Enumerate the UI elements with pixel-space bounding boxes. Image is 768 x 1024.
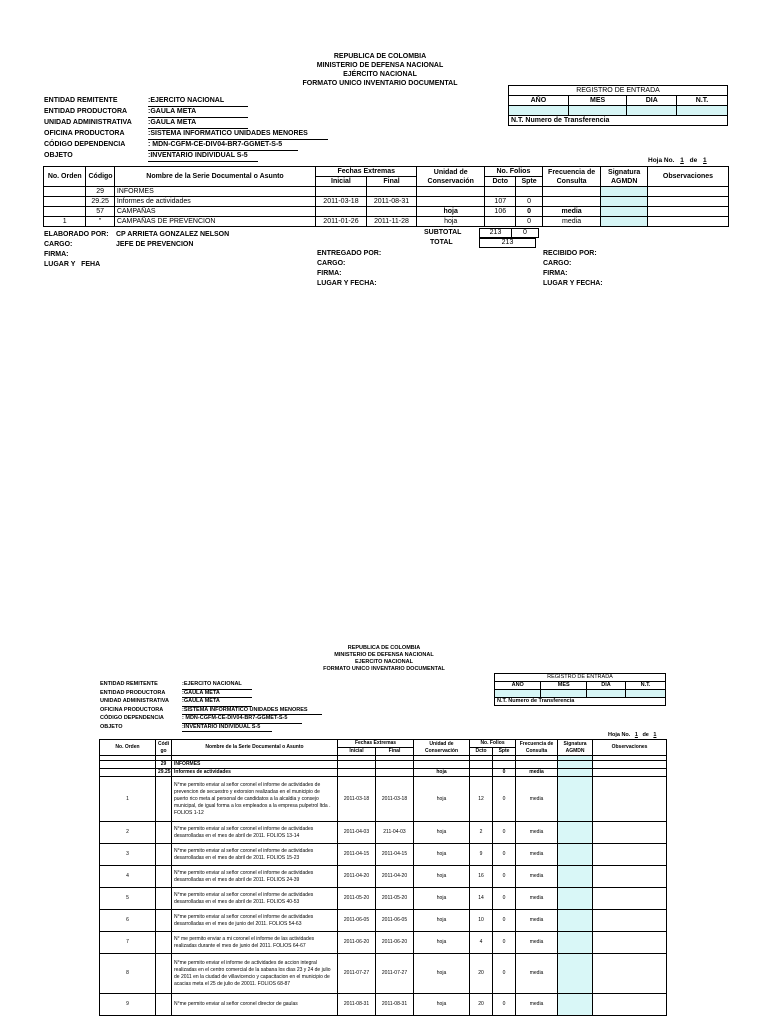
col-nombre: Nombre de la Serie Documental o Asunto xyxy=(172,740,338,756)
cell-inicial: 2011-01-26 xyxy=(316,217,367,227)
inventory-table xyxy=(43,166,729,227)
col-observaciones: Observaciones xyxy=(647,167,728,187)
cell-final xyxy=(366,207,417,217)
cell-frecuencia xyxy=(542,197,601,207)
registro-col: MES xyxy=(568,96,627,106)
col-inicial: Inicial xyxy=(338,748,376,756)
registro-col: MES xyxy=(541,682,587,690)
cell-dcto: 20 xyxy=(470,994,493,1016)
cell-orden: 9 xyxy=(100,994,156,1016)
cell-frecuencia xyxy=(542,187,601,197)
cell-final: 2011-03-18 xyxy=(376,777,414,822)
cell-nombre: N°me permito enviar al señor coronel el informe de actividades desarrolladas en el mes de abril de 2011. FOLIOS 24-39 xyxy=(172,866,338,888)
registro-cell[interactable] xyxy=(627,106,677,116)
field-label: OFICINA PRODUCTORA xyxy=(100,706,164,713)
field-label: ENTIDAD REMITENTE xyxy=(100,681,158,687)
cell-unidad: hoja xyxy=(414,932,470,954)
firma-label: FIRMA: xyxy=(44,251,69,258)
lugar-label: LUGAR Y FEHA xyxy=(44,261,101,268)
cell-final: 2011-11-28 xyxy=(366,217,417,227)
cell-signatura[interactable] xyxy=(601,197,648,207)
cell-signatura[interactable] xyxy=(558,954,593,994)
col-frecuencia: Frecuencia de Consulta xyxy=(516,740,558,756)
cell-orden: 1 xyxy=(100,777,156,822)
cell-orden: 3 xyxy=(100,844,156,866)
cell-unidad xyxy=(414,761,470,769)
cell-signatura[interactable] xyxy=(558,994,593,1016)
cell-nombre: CAMPAÑAS DE PREVENCION xyxy=(114,217,315,227)
table-row xyxy=(44,187,729,197)
cell-final: 2011-08-31 xyxy=(366,197,417,207)
cell-dcto xyxy=(485,217,516,227)
nt-note: N.T. Numero de Transferencia xyxy=(495,698,666,706)
hoja-de: de xyxy=(642,732,649,738)
cell-observaciones[interactable] xyxy=(593,994,667,1016)
cell-frecuencia: media xyxy=(516,777,558,822)
cell-inicial: 2011-08-31 xyxy=(338,994,376,1016)
cell-orden xyxy=(44,197,86,207)
cell-orden: 8 xyxy=(100,954,156,994)
registro-entrada-table xyxy=(494,673,666,706)
cargo-label: CARGO: xyxy=(44,241,73,248)
registro-cell[interactable] xyxy=(587,690,626,698)
header-line: MINISTERIO DE DEFENSA NACIONAL xyxy=(334,652,434,658)
col-folios: No. Folios xyxy=(470,740,516,748)
field-label: OBJETO xyxy=(100,723,123,730)
registro-col: N.T. xyxy=(626,682,666,690)
cell-spte xyxy=(516,187,542,197)
cell-orden: 4 xyxy=(100,866,156,888)
cell-frecuencia: media xyxy=(542,217,601,227)
header-line: REPUBLICA DE COLOMBIA xyxy=(347,645,421,651)
cell-observaciones[interactable] xyxy=(593,932,667,954)
cell-unidad: hoja xyxy=(414,910,470,932)
registro-col: N.T. xyxy=(677,96,728,106)
cell-observaciones[interactable] xyxy=(647,197,728,207)
subtotal-table xyxy=(479,228,539,238)
subtotal-label: SUBTOTAL xyxy=(424,229,462,236)
cell-spte: 0 xyxy=(493,844,516,866)
field-label: OFICINA PRODUCTORA xyxy=(44,130,125,137)
cell-dcto: 20 xyxy=(470,954,493,994)
cell-dcto: 12 xyxy=(470,777,493,822)
cell-inicial: 2011-06-05 xyxy=(338,910,376,932)
cell-nombre: Informes de actividades xyxy=(114,197,315,207)
cell-inicial: 2011-04-15 xyxy=(338,844,376,866)
cell-unidad: hoja xyxy=(417,217,485,227)
cell-dcto: 2 xyxy=(470,822,493,844)
col-final: Final xyxy=(376,748,414,756)
hoja-total: 1 xyxy=(653,732,657,738)
table-row xyxy=(100,888,667,910)
recibido-line: LUGAR Y FECHA: xyxy=(543,280,603,287)
cell-dcto: 9 xyxy=(470,844,493,866)
col-frecuencia: Frecuencia de Consulta xyxy=(542,167,601,187)
col-inicial: Inicial xyxy=(316,177,367,187)
hoja-label: Hoja No. xyxy=(648,157,675,164)
cell-codigo: 29.25 xyxy=(86,197,114,207)
cell-signatura[interactable] xyxy=(601,207,648,217)
cell-final: 2011-07-27 xyxy=(376,954,414,994)
table-row xyxy=(100,954,667,994)
cell-frecuencia: media xyxy=(516,844,558,866)
cell-nombre: INFORMES xyxy=(172,761,338,769)
table-row xyxy=(100,910,667,932)
col-final: Final xyxy=(366,177,417,187)
field-label: CÓDIGO DEPENDENCIA xyxy=(44,141,126,148)
recibido-line: FIRMA: xyxy=(543,270,568,277)
col-codigo: Códi go xyxy=(156,740,172,756)
cell-nombre: N°me permito enviar al señor coronel el informe de actividades de prevencion de secuestro y extorsion realizadas en el municipio de puerto rico meta al personal de candidatos a la alcaldia y consejo municipal, de igual forma a los empleados a la empresa pulpetrol ltda . FOLIOS 1-12 xyxy=(172,777,338,822)
entregado-line: LUGAR Y FECHA: xyxy=(317,280,377,287)
cell-codigo: " xyxy=(86,217,114,227)
cell-signatura[interactable] xyxy=(558,769,593,777)
cell-codigo: 57 xyxy=(86,207,114,217)
cell-inicial: 2011-04-03 xyxy=(338,822,376,844)
cell-codigo: 29.25 xyxy=(156,769,172,777)
entity-fields xyxy=(44,96,328,162)
cell-unidad: hoja xyxy=(414,994,470,1016)
field-value: : MDN-CGFM-CE-DIV04-BR7-GGMET-S-5 xyxy=(182,715,302,724)
subtotal-spte: 0 xyxy=(512,229,539,238)
cell-unidad: hoja xyxy=(414,888,470,910)
table-row xyxy=(100,866,667,888)
registro-cell[interactable] xyxy=(626,690,666,698)
field-label: ENTIDAD PRODUCTORA xyxy=(44,108,128,115)
entregado-line: FIRMA: xyxy=(317,270,342,277)
cell-spte: 0 xyxy=(516,197,542,207)
cell-orden: 1 xyxy=(44,217,86,227)
cell-unidad: hoja xyxy=(414,844,470,866)
cell-nombre: N°me permito enviar el informe de actividades de accion integral realizadas en el centro comercial de la sabana los dias 23 y 24 de julio de 2011 en la ciudad de villavicencio y capacitacion en el municipio de acacias meta el 25 de julio de 20011. FOLIOS 68-87 xyxy=(172,954,338,994)
cell-unidad xyxy=(417,197,485,207)
cell-signatura[interactable] xyxy=(558,844,593,866)
group-row xyxy=(100,769,667,777)
hoja-number xyxy=(648,157,711,164)
cell-signatura[interactable] xyxy=(558,932,593,954)
elaborado-block xyxy=(44,230,229,270)
cell-nombre: N°me permito enviar al señor coronel el informe de actividades desarrolladas en el mes de abril de 2011. FOLIOS 13-14 xyxy=(172,822,338,844)
col-folios: No. Folios xyxy=(485,167,543,177)
field-value: : MDN-CGFM-CE-DIV04-BR7-GGMET-S-5 xyxy=(148,140,298,151)
cell-frecuencia: media xyxy=(516,994,558,1016)
cell-frecuencia: media xyxy=(516,888,558,910)
hoja-num: 1 xyxy=(634,732,638,738)
field-label: UNIDAD ADMINISTRATIVA xyxy=(100,698,169,704)
hoja-total: 1 xyxy=(703,157,707,164)
col-dcto: Dcto xyxy=(470,748,493,756)
cell-observaciones[interactable] xyxy=(593,844,667,866)
hoja-label: Hoja No. xyxy=(608,732,631,738)
cell-inicial xyxy=(316,207,367,217)
header-line: FORMATO UNICO INVENTARIO DOCUMENTAL xyxy=(302,80,458,87)
cell-nombre: INFORMES xyxy=(114,187,315,197)
registro-col: DIA xyxy=(587,682,626,690)
cell-orden: 6 xyxy=(100,910,156,932)
table-row xyxy=(44,207,729,217)
field-label: ENTIDAD REMITENTE xyxy=(44,97,118,104)
cell-orden xyxy=(44,187,86,197)
table-row xyxy=(100,932,667,954)
cell-unidad: hoja xyxy=(414,866,470,888)
cell-inicial: 2011-03-18 xyxy=(338,777,376,822)
cell-codigo: 29 xyxy=(86,187,114,197)
cell-dcto: 4 xyxy=(470,932,493,954)
cell-frecuencia xyxy=(516,761,558,769)
cell-nombre: N°me permito enviar al señor coronel el informe de actividades desarrolladas en el mes de abril de 2011. FOLIOS 40-53 xyxy=(172,888,338,910)
cell-inicial: 2011-07-27 xyxy=(338,954,376,994)
cell-final: 211-04-03 xyxy=(376,822,414,844)
registro-cell[interactable] xyxy=(509,106,569,116)
entregado-line: ENTREGADO POR: xyxy=(317,250,382,257)
total-value: 213 xyxy=(479,238,536,248)
cell-dcto: 10 xyxy=(470,910,493,932)
col-unidad: Unidad de Conservación xyxy=(417,167,485,187)
table-row xyxy=(44,217,729,227)
cell-spte: 0 xyxy=(493,777,516,822)
cell-signatura[interactable] xyxy=(558,866,593,888)
cell-spte xyxy=(493,761,516,769)
table-row xyxy=(100,777,667,822)
cell-spte: 0 xyxy=(493,932,516,954)
cell-inicial: 2011-05-20 xyxy=(338,888,376,910)
field-value: :GAULA META xyxy=(182,698,252,707)
col-observaciones: Observaciones xyxy=(593,740,667,756)
recibido-line: RECIBIDO POR: xyxy=(543,250,597,257)
cell-spte: 0 xyxy=(516,207,542,217)
cell-signatura[interactable] xyxy=(558,822,593,844)
field-label: CÓDIGO DEPENDENCIA xyxy=(100,715,164,721)
field-value: :INVENTARIO INDIVIDUAL S-5 xyxy=(182,724,272,733)
field-value: :SISTEMA INFORMATICO UNIDADES MENORES xyxy=(182,707,322,716)
inventory-table xyxy=(99,739,667,1016)
cell-spte: 0 xyxy=(516,217,542,227)
cell-unidad xyxy=(417,187,485,197)
cell-nombre: N°me permito enviar al señor coronel director de gaulas xyxy=(172,994,338,1016)
cell-final: 2011-06-05 xyxy=(376,910,414,932)
cell-final: 2011-04-15 xyxy=(376,844,414,866)
cell-observaciones[interactable] xyxy=(593,769,667,777)
table-row xyxy=(100,994,667,1016)
field-value: :GAULA META xyxy=(182,690,252,699)
cell-nombre: N°me permito enviar al señor coronel el informe de actividades desarrolladas en el mes de abril de 2011. FOLIOS 15-23 xyxy=(172,844,338,866)
elaborado-label: ELABORADO POR: xyxy=(44,231,109,238)
cell-codigo: 29 xyxy=(156,761,172,769)
registro-title: REGISTRO DE ENTRADA xyxy=(509,86,728,96)
cell-frecuencia: media xyxy=(516,954,558,994)
cell-dcto: 14 xyxy=(470,888,493,910)
cell-orden: 2 xyxy=(100,822,156,844)
cell-inicial xyxy=(316,187,367,197)
col-dcto: Dcto xyxy=(485,177,516,187)
field-value: :EJERCITO NACIONAL xyxy=(182,681,252,690)
col-signatura: Signatura AGMDN xyxy=(601,167,648,187)
cell-spte: 0 xyxy=(493,769,516,777)
entregado-line: CARGO: xyxy=(317,260,346,267)
cell-frecuencia: media xyxy=(516,822,558,844)
cell-nombre: Informes de actividades xyxy=(172,769,338,777)
cell-orden: 7 xyxy=(100,932,156,954)
field-value: :EJERCITO NACIONAL xyxy=(148,96,248,107)
hoja-number xyxy=(608,732,659,738)
cell-inicial: 2011-03-18 xyxy=(316,197,367,207)
cell-signatura[interactable] xyxy=(601,217,648,227)
col-unidad: Unidad de Conservación xyxy=(414,740,470,756)
cell-unidad: hoja xyxy=(414,822,470,844)
cell-observaciones[interactable] xyxy=(593,910,667,932)
header-line: EJÉRCITO NACIONAL xyxy=(343,71,417,78)
cell-observaciones[interactable] xyxy=(647,187,728,197)
cell-unidad: hoja xyxy=(414,769,470,777)
col-fechas: Fechas Extremas xyxy=(338,740,414,748)
registro-cell[interactable] xyxy=(568,106,627,116)
cell-observaciones[interactable] xyxy=(593,761,667,769)
registro-entrada-table xyxy=(508,85,728,126)
hoja-de: de xyxy=(689,157,698,164)
cell-signatura[interactable] xyxy=(558,777,593,822)
cell-observaciones[interactable] xyxy=(593,866,667,888)
cell-observaciones[interactable] xyxy=(647,207,728,217)
registro-col: AÑO xyxy=(495,682,541,690)
field-label: ENTIDAD PRODUCTORA xyxy=(100,689,166,696)
field-label: OBJETO xyxy=(44,152,73,159)
cell-spte: 0 xyxy=(493,994,516,1016)
col-signatura: Signatura AGMDN xyxy=(558,740,593,756)
field-value: :INVENTARIO INDIVIDUAL S-5 xyxy=(148,151,258,162)
cell-spte: 0 xyxy=(493,888,516,910)
cell-frecuencia: media xyxy=(516,910,558,932)
registro-cell[interactable] xyxy=(495,690,541,698)
cell-final: 2011-06-20 xyxy=(376,932,414,954)
table-row xyxy=(100,844,667,866)
cell-dcto: 106 xyxy=(485,207,516,217)
cell-nombre: N°me permito enviar al señor coronel el informe de actividades desarrolladas en el mes de junio del 2011. FOLIOS 54-63 xyxy=(172,910,338,932)
cell-frecuencia: media xyxy=(542,207,601,217)
nt-note: N.T. Numero de Transferencia xyxy=(509,116,728,126)
registro-col: DIA xyxy=(627,96,677,106)
cell-frecuencia: media xyxy=(516,866,558,888)
col-orden: No. Orden xyxy=(100,740,156,756)
cell-observaciones[interactable] xyxy=(593,954,667,994)
header-line: REPUBLICA DE COLOMBIA xyxy=(333,53,427,60)
group-row xyxy=(100,761,667,769)
cell-signatura[interactable] xyxy=(601,187,648,197)
cell-signatura[interactable] xyxy=(558,761,593,769)
cell-observaciones[interactable] xyxy=(593,822,667,844)
cell-observaciones[interactable] xyxy=(593,888,667,910)
cell-frecuencia: media xyxy=(516,932,558,954)
cell-signatura[interactable] xyxy=(558,888,593,910)
header-line: MINISTERIO DE DEFENSA NACIONAL xyxy=(316,62,444,69)
hoja-num: 1 xyxy=(680,157,684,164)
cell-observaciones[interactable] xyxy=(593,777,667,822)
entregado-block xyxy=(317,249,381,289)
recibido-line: CARGO: xyxy=(543,260,572,267)
registro-cell[interactable] xyxy=(541,690,587,698)
col-spte: Spte xyxy=(516,177,542,187)
col-spte: Spte xyxy=(493,748,516,756)
field-value: :SISTEMA INFORMATICO UNIDADES MENORES xyxy=(148,129,328,140)
document-header xyxy=(284,645,484,673)
registro-col: AÑO xyxy=(509,96,569,106)
cell-orden xyxy=(44,207,86,217)
field-value: :GAULA META xyxy=(148,118,248,129)
registro-cell[interactable] xyxy=(677,106,728,116)
recibido-block xyxy=(543,249,603,289)
cell-inicial: 2011-04-20 xyxy=(338,866,376,888)
cell-inicial: 2011-06-20 xyxy=(338,932,376,954)
cell-spte: 0 xyxy=(493,822,516,844)
cell-nombre: N° me permito enviar a mi coronel el informe de las actividades realizadas durante el mes de junio del 2011. FOLIOS 64-67 xyxy=(172,932,338,954)
cell-signatura[interactable] xyxy=(558,910,593,932)
col-codigo: Código xyxy=(86,167,114,187)
cell-unidad: hoja xyxy=(414,954,470,994)
total-label: TOTAL xyxy=(430,239,453,246)
field-label: UNIDAD ADMINISTRATIVA xyxy=(44,119,132,126)
table-row xyxy=(100,822,667,844)
cell-spte: 0 xyxy=(493,910,516,932)
cargo-value: JEFE DE PREVENCION xyxy=(116,241,194,248)
cell-nombre: CAMPAÑAS xyxy=(114,207,315,217)
registro-title: REGISTRO DE ENTRADA xyxy=(495,674,666,682)
table-row xyxy=(44,197,729,207)
cell-observaciones[interactable] xyxy=(647,217,728,227)
cell-final: 2011-08-31 xyxy=(376,994,414,1016)
cell-spte: 0 xyxy=(493,866,516,888)
cell-spte: 0 xyxy=(493,954,516,994)
cell-unidad: hoja xyxy=(414,777,470,822)
cell-final: 2011-05-20 xyxy=(376,888,414,910)
cell-final xyxy=(366,187,417,197)
col-orden: No. Orden xyxy=(44,167,86,187)
subtotal-dcto: 213 xyxy=(480,229,512,238)
cell-dcto: 107 xyxy=(485,197,516,207)
cell-frecuencia: media xyxy=(516,769,558,777)
cell-unidad: hoja xyxy=(417,207,485,217)
col-fechas: Fechas Extremas xyxy=(316,167,417,177)
cell-orden: 5 xyxy=(100,888,156,910)
document-header xyxy=(270,52,490,88)
field-value: :GAULA META xyxy=(148,107,248,118)
elaborado-value: CP ARRIETA GONZALEZ NELSON xyxy=(116,231,230,238)
cell-final: 2011-04-20 xyxy=(376,866,414,888)
header-line: FORMATO UNICO INVENTARIO DOCUMENTAL xyxy=(323,666,445,672)
cell-dcto: 16 xyxy=(470,866,493,888)
header-line: EJERCITO NACIONAL xyxy=(355,659,413,665)
entity-fields xyxy=(100,681,322,732)
col-nombre: Nombre de la Serie Documental o Asunto xyxy=(114,167,315,187)
cell-dcto xyxy=(485,187,516,197)
